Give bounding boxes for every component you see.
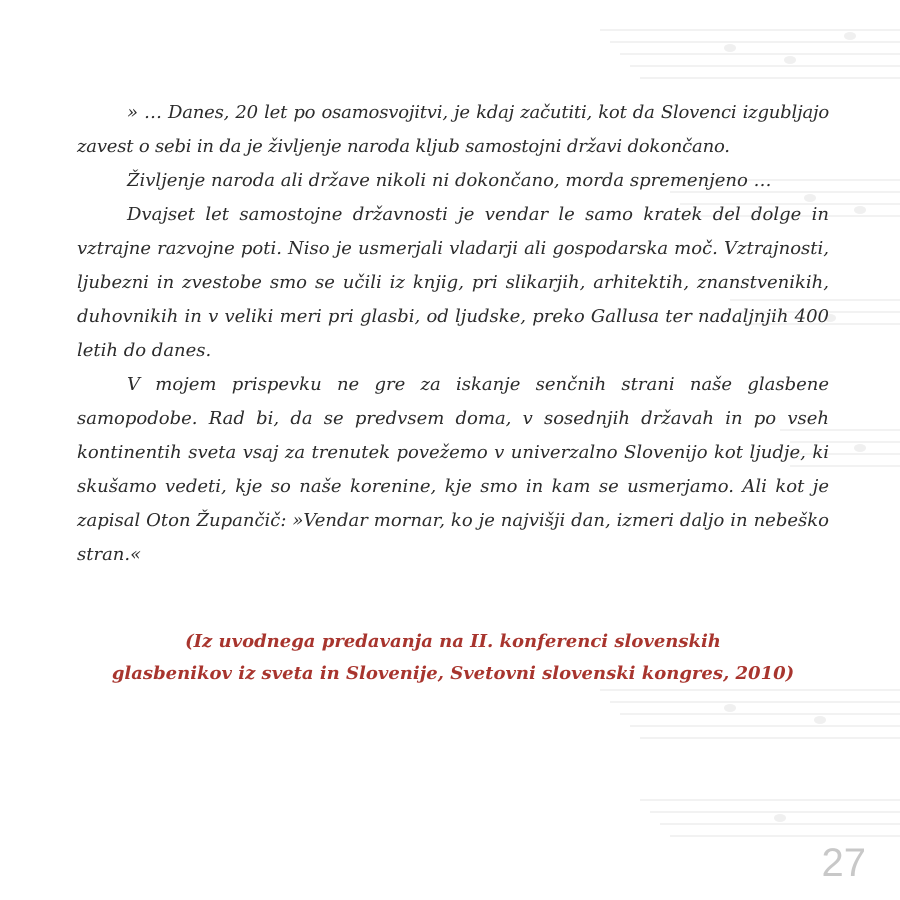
- paragraph-1: » … Danes, 20 let po osamosvojitvi, je kdaj začutiti, kot da Slovenci izgubljajo zavest o sebi in da je življenje naroda kljub samostojni državi dokončano.: [77, 102, 829, 157]
- paragraph-2: Življenje naroda ali države nikoli ni dokončano, morda spremenjeno …: [127, 170, 772, 191]
- paragraph-3: Dvajset let samostojne državnosti je vendar le samo kratek del dolge in vztrajne razvojne poti. Niso je usmerjali vladarji ali gospodarska moč. Vztrajnosti, ljubezni in zvestobe smo se učili iz knjig, pri slikarjih, arhitektih, znanstvenikih, duhovnikih in v veliki meri pri glasbi, od ljudske, preko Gallusa ter nadaljnjih 400 letih do danes.: [77, 204, 829, 361]
- citation-line-2: glasbenikov iz sveta in Slovenije, Svetovni slovenski kongres, 2010): [111, 663, 795, 684]
- citation: [77, 626, 829, 690]
- paragraph-4: V mojem prispevku ne gre za iskanje senčnih strani naše glasbene samopodobe. Rad bi, da se predvsem doma, v sosednjih državah in po vseh kontinentih sveta vsaj za trenutek povežemo v univerzalno Slovenijo kot ljudje, ki skušamo vedeti, kje so naše korenine, kje smo in kam se usmerjamo. Ali kot je zapisal Oton Župančič: »Vendar mornar, ko je najvišji dan, izmeri daljo in nebeško stran.«: [77, 374, 829, 565]
- body-text: [77, 96, 829, 572]
- page-number: 27: [821, 841, 866, 885]
- citation-line-1: (Iz uvodnega predavanja na II. konferenci slovenskih: [185, 631, 721, 652]
